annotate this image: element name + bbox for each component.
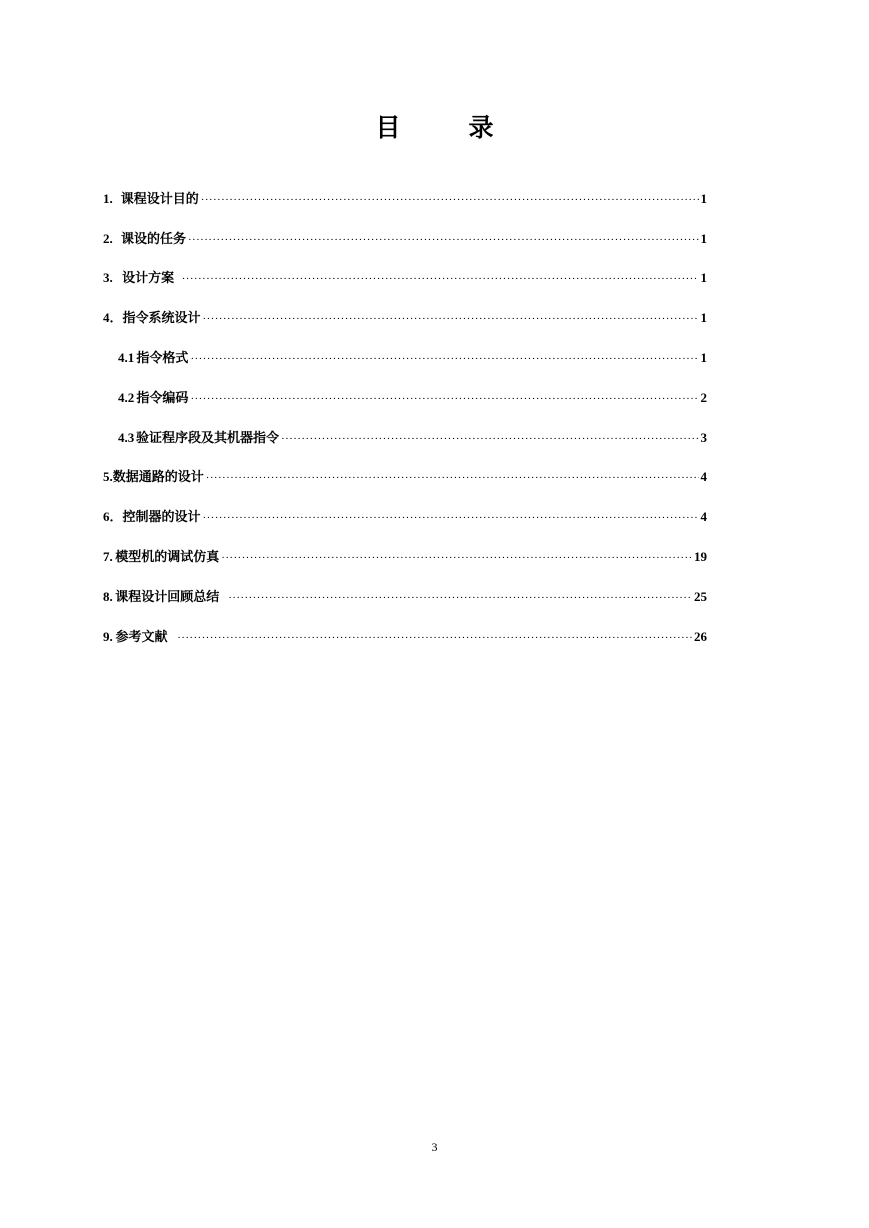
toc-entry-page: 1: [700, 350, 707, 365]
toc-entry-page: 2: [700, 390, 707, 405]
toc-entry-page: 3: [700, 430, 707, 445]
toc-entry-number: 4.2: [118, 390, 135, 405]
toc-leader-dots: [188, 230, 699, 250]
toc-leader-dots: [201, 190, 699, 210]
toc-entry-page: 1: [700, 270, 707, 285]
toc-entry-label: 参考文献: [115, 630, 168, 645]
toc-leader-dots: [228, 588, 692, 608]
toc-entry-number: 9.: [103, 629, 113, 644]
toc-entry-page: 1: [700, 310, 707, 325]
toc-entry-4-3[interactable]: [118, 428, 707, 448]
toc-entry-page: 4: [700, 509, 707, 524]
toc-leader-dots: [281, 429, 698, 449]
toc-entry-1[interactable]: [103, 189, 707, 209]
toc-entry-4[interactable]: [103, 308, 707, 328]
toc-leader-dots: [177, 628, 692, 648]
toc-entry-label: 课程设计回顾总结: [115, 590, 220, 605]
toc-entry-label: 设计方案: [122, 271, 175, 286]
toc-entry-4-1[interactable]: [118, 348, 707, 368]
toc-entry-number: 2.: [103, 231, 113, 246]
toc-entry-number: 7.: [103, 549, 113, 564]
toc-entry-number: 8.: [103, 589, 113, 604]
toc-entry-number: 3.: [103, 270, 113, 285]
toc-leader-dots: [190, 389, 698, 409]
toc-leader-dots: [206, 468, 699, 488]
toc-entry-number: 4.1: [118, 350, 135, 365]
toc-entry-9[interactable]: [103, 627, 707, 647]
toc-entry-8[interactable]: [103, 587, 707, 607]
toc-entry-page: 26: [694, 629, 707, 644]
toc-entry-number: 5.: [103, 469, 113, 484]
toc-entry-number: 6．: [103, 509, 123, 524]
toc-entry-label: 验证程序段及其机器指令: [136, 431, 280, 446]
title-char-2: 录: [468, 113, 494, 142]
title-char-1: 目: [375, 113, 401, 142]
toc-entry-number: 1.: [103, 191, 113, 206]
toc-leader-dots: [221, 548, 692, 568]
toc-entry-5[interactable]: [103, 467, 707, 487]
toc-entry-page: 1: [700, 231, 707, 246]
toc-entry-label: 数据通路的设计: [112, 470, 204, 485]
toc-entry-label: 指令编码: [136, 391, 189, 406]
toc-entry-7[interactable]: [103, 547, 707, 567]
toc-entry-4-2[interactable]: [118, 388, 707, 408]
toc-entry-number: 4．: [103, 310, 123, 325]
toc-entry-label: 课设的任务: [120, 232, 186, 247]
toc-entry-number: 4.3: [118, 430, 135, 445]
toc-entry-page: 1: [700, 191, 707, 206]
toc-entry-label: 指令系统设计: [122, 311, 201, 326]
toc-entry-label: 指令格式: [136, 351, 189, 366]
toc-entry-label: 课程设计目的: [120, 192, 199, 207]
page-number: 3: [431, 1140, 438, 1154]
toc-entry-6[interactable]: [103, 507, 707, 527]
toc-entry-label: 控制器的设计: [122, 510, 201, 525]
toc-leader-dots: [182, 269, 699, 289]
toc-entry-label: 模型机的调试仿真: [115, 550, 220, 565]
toc-leader-dots: [203, 309, 699, 329]
toc-entry-page: 4: [700, 469, 707, 484]
toc-entry-2[interactable]: [103, 229, 707, 249]
toc-leader-dots: [190, 349, 698, 369]
toc-entry-3[interactable]: [103, 268, 707, 288]
toc-entry-page: 19: [694, 549, 707, 564]
toc-leader-dots: [203, 508, 699, 528]
toc-entry-page: 25: [694, 589, 707, 604]
